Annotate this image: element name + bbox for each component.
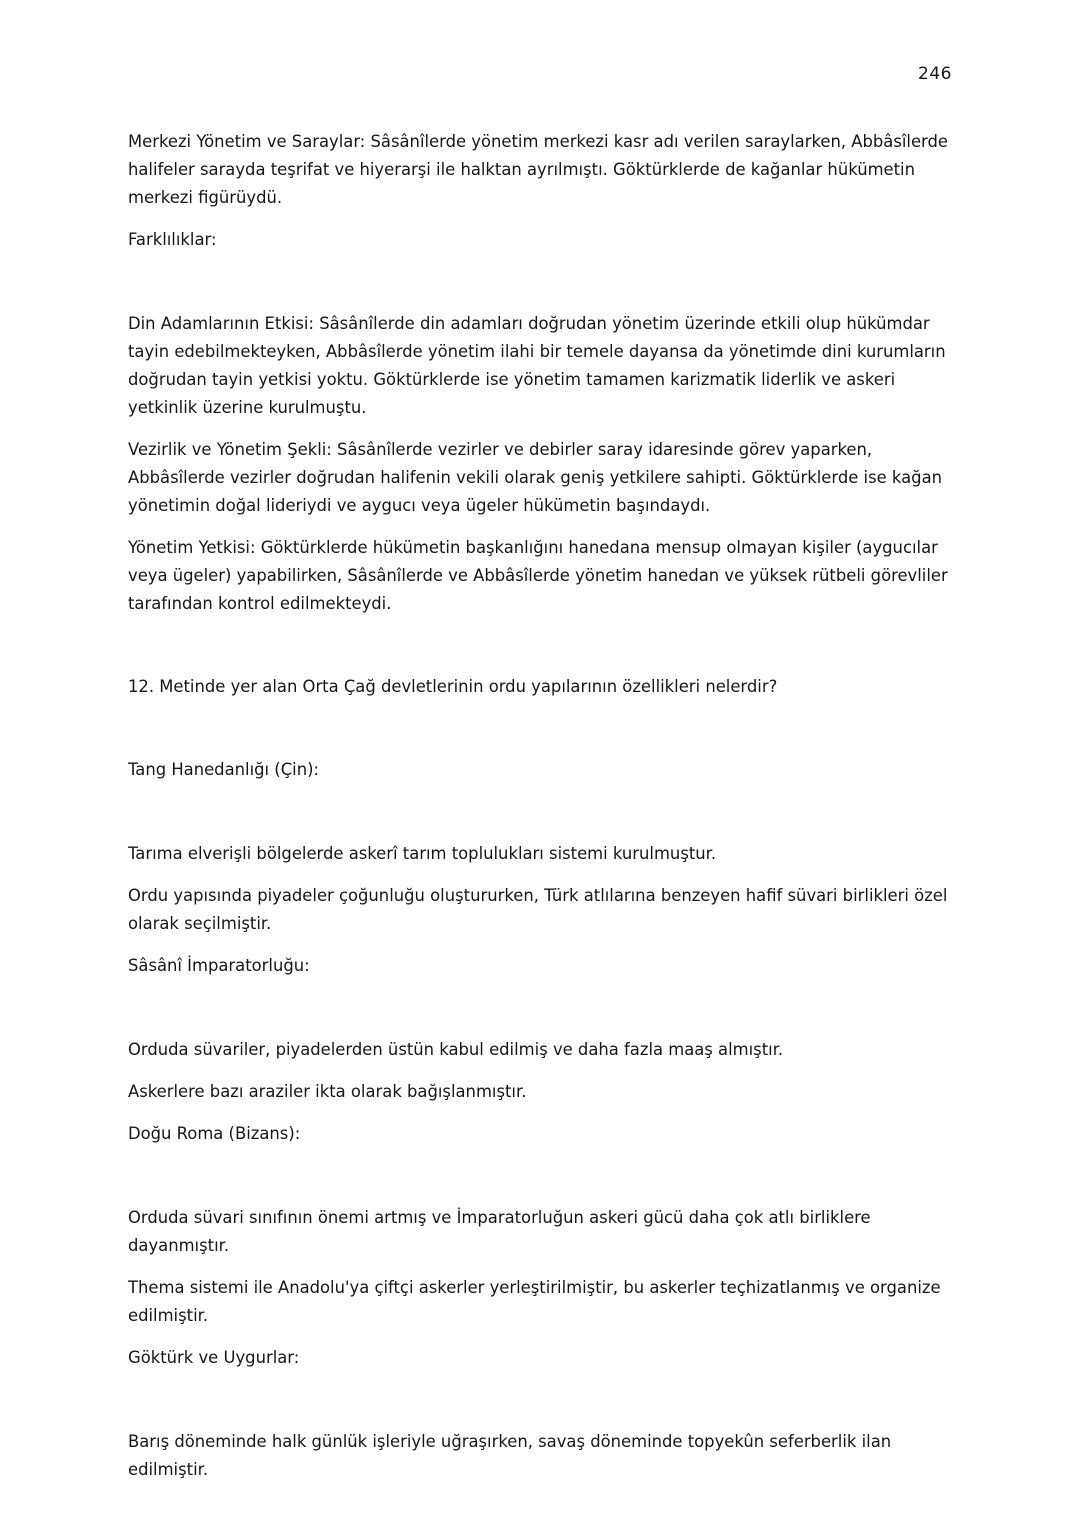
paragraph-vezirlik: Vezirlik ve Yönetim Şekli: Sâsânîlerde vezirler ve debirler saray idaresinde görev yaparken, Abbâsîlerde vezirler doğrudan halifenin vekili olarak geniş yetkilere sahipti. Göktürklerde ise kağan yönetimin doğal lideriydi ve aygucı veya ügeler hükümetin başındaydı. — [128, 440, 943, 515]
item-sasani-1: Orduda süvariler, piyadelerden üstün kabul edilmiş ve daha fazla maaş almıştır. — [128, 1040, 784, 1059]
page-number: 246 — [918, 64, 952, 84]
heading-tang: Tang Hanedanlığı (Çin): — [128, 760, 319, 779]
question-12: 12. Metinde yer alan Orta Çağ devletlerinin ordu yapılarının özellikleri nelerdir? — [128, 677, 778, 696]
paragraph-yonetim-yetkisi: Yönetim Yetkisi: Göktürklerde hükümetin başkanlığını hanedana mensup olmayan kişiler (aygucılar veya ügeler) yapabilirken, Sâsânîlerde ve Abbâsîlerde yönetim hanedan ve yüksek rütbeli görevliler tarafından kontrol edilmekteydi. — [128, 538, 948, 613]
item-tang-1: Tarıma elverişli bölgelerde askerî tarım toplulukları sistemi kurulmuştur. — [128, 844, 717, 863]
item-bizans-2: Thema sistemi ile Anadolu'ya çiftçi askerler yerleştirilmiştir, bu askerler teçhizatlanmış ve organize edilmiştir. — [128, 1278, 941, 1325]
item-bizans-1: Orduda süvari sınıfının önemi artmış ve İmparatorluğun askeri gücü daha çok atlı birliklere dayanmıştır. — [128, 1208, 871, 1255]
document-body — [128, 128, 958, 1484]
paragraph-merkezi-yonetim: Merkezi Yönetim ve Saraylar: Sâsânîlerde yönetim merkezi kasr adı verilen saraylarken, Abbâsîlerde halifeler sarayda teşrifat ve hiyerarşi ile halktan ayrılmıştı. Göktürklerde de kağanlar hükümetin merkezi figürüydü. — [128, 132, 948, 207]
heading-gokturk: Göktürk ve Uygurlar: — [128, 1348, 300, 1367]
heading-sasani: Sâsânî İmparatorluğu: — [128, 956, 310, 975]
item-tang-2: Ordu yapısında piyadeler çoğunluğu oluştururken, Türk atlılarına benzeyen hafif süvari birlikleri özel olarak seçilmiştir. — [128, 886, 948, 933]
heading-farkliliklar: Farklılıklar: — [128, 230, 217, 249]
heading-bizans: Doğu Roma (Bizans): — [128, 1124, 301, 1143]
item-gokturk-1: Barış döneminde halk günlük işleriyle uğraşırken, savaş döneminde topyekûn seferberlik ilan edilmiştir. — [128, 1432, 892, 1479]
item-sasani-2: Askerlere bazı araziler ikta olarak bağışlanmıştır. — [128, 1082, 527, 1101]
paragraph-din-adamlari: Din Adamlarının Etkisi: Sâsânîlerde din adamları doğrudan yönetim üzerinde etkili olup hükümdar tayin edebilmekteyken, Abbâsîlerde yönetim ilahi bir temele dayansa da yönetimde dini kurumların doğrudan tayin yetkisi yoktu. Göktürklerde ise yönetim tamamen karizmatik liderlik ve askeri yetkinlik üzerine kurulmuştu. — [128, 314, 946, 417]
